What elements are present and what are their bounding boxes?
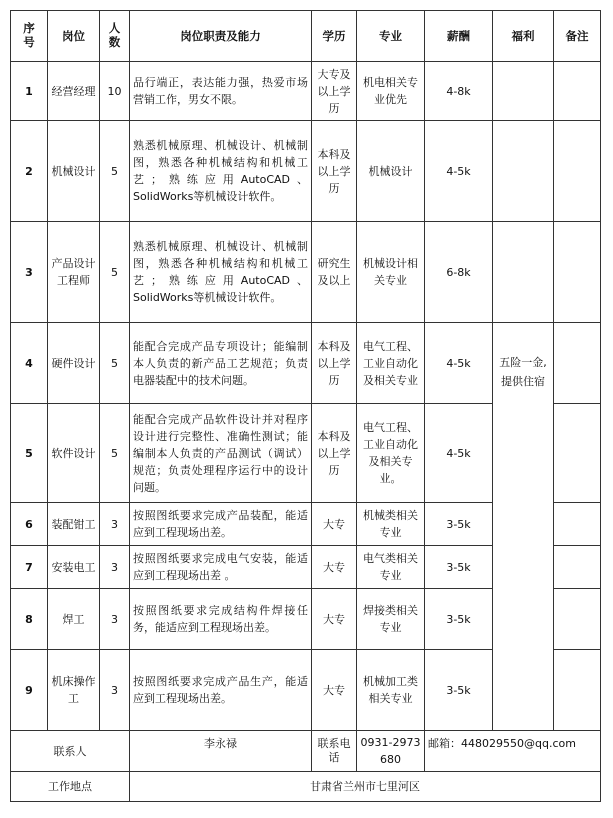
header-row [11, 11, 601, 62]
recruitment-table [10, 10, 601, 802]
row-duties: 能配合完成产品专项设计；能编制本人负责的新产品工艺规范；负责电器装配中的技术问题。 [130, 323, 312, 404]
row-salary: 4-5k [425, 323, 493, 404]
row-major: 机电相关专业优先 [357, 62, 425, 121]
row-seq: 1 [11, 62, 48, 121]
row-seq: 6 [11, 503, 48, 546]
workplace-value: 甘肃省兰州市七里河区 [130, 772, 601, 802]
welfare-cell-top [493, 121, 554, 222]
table-row [11, 62, 601, 121]
header-duties: 岗位职责及能力 [130, 11, 312, 62]
row-remarks [554, 323, 601, 404]
row-seq: 9 [11, 650, 48, 731]
row-seq: 7 [11, 546, 48, 589]
row-remarks [554, 404, 601, 503]
row-major: 电气工程、工业自动化及相关专业 [357, 323, 425, 404]
table-row [11, 222, 601, 323]
row-remarks [554, 503, 601, 546]
row-position: 装配钳工 [48, 503, 100, 546]
row-salary: 3-5k [425, 503, 493, 546]
contact-name: 李永禄 [130, 731, 312, 772]
row-seq: 4 [11, 323, 48, 404]
row-position: 经营经理 [48, 62, 100, 121]
welfare-cell-top [493, 222, 554, 323]
row-position: 安装电工 [48, 546, 100, 589]
workplace-row [11, 772, 601, 802]
row-duties: 按照图纸要求完成电气安装，能适应到工程现场出差 。 [130, 546, 312, 589]
row-count: 3 [100, 589, 130, 650]
header-major: 专业 [357, 11, 425, 62]
row-salary: 4-5k [425, 404, 493, 503]
row-count: 5 [100, 404, 130, 503]
workplace-label: 工作地点 [11, 772, 130, 802]
header-salary: 薪酬 [425, 11, 493, 62]
row-education: 本科及以上学历 [312, 404, 357, 503]
row-major: 电气工程、工业自动化及相关专业。 [357, 404, 425, 503]
row-salary: 6-8k [425, 222, 493, 323]
row-position: 机床操作工 [48, 650, 100, 731]
row-position: 机械设计 [48, 121, 100, 222]
welfare-cell-top [493, 62, 554, 121]
row-seq: 2 [11, 121, 48, 222]
row-education: 大专及以上学历 [312, 62, 357, 121]
row-duties: 品行端正，表达能力强，热爱市场营销工作，男女不限。 [130, 62, 312, 121]
row-major: 机械设计相关专业 [357, 222, 425, 323]
welfare-cell: 五险一金,提供住宿 [493, 323, 554, 731]
row-seq: 8 [11, 589, 48, 650]
row-remarks [554, 62, 601, 121]
row-count: 5 [100, 222, 130, 323]
row-major: 机械类相关专业 [357, 503, 425, 546]
table-row [11, 323, 601, 404]
row-remarks [554, 222, 601, 323]
row-education: 本科及以上学历 [312, 121, 357, 222]
row-duties: 熟悉机械原理、机械设计、机械制图，熟悉各种机械结构和机械工艺；熟练应用AutoCAD、SolidWorks等机械设计软件。 [130, 121, 312, 222]
contact-label: 联系人 [11, 731, 130, 772]
row-duties: 按照图纸要求完成结构件焊接任务，能适应到工程现场出差。 [130, 589, 312, 650]
header-welfare: 福利 [493, 11, 554, 62]
row-count: 3 [100, 650, 130, 731]
row-salary: 3-5k [425, 589, 493, 650]
row-salary: 3-5k [425, 546, 493, 589]
row-position: 产品设计工程师 [48, 222, 100, 323]
row-remarks [554, 589, 601, 650]
email-address: 邮箱：448029550@qq.com [425, 731, 601, 772]
row-count: 3 [100, 546, 130, 589]
row-remarks [554, 121, 601, 222]
row-major: 机械加工类相关专业 [357, 650, 425, 731]
row-count: 3 [100, 503, 130, 546]
row-duties: 按照图纸要求完成产品生产，能适应到工程现场出差。 [130, 650, 312, 731]
row-position: 硬件设计 [48, 323, 100, 404]
header-remarks: 备注 [554, 11, 601, 62]
phone-label: 联系电话 [312, 731, 357, 772]
row-count: 5 [100, 323, 130, 404]
row-seq: 3 [11, 222, 48, 323]
header-education: 学历 [312, 11, 357, 62]
row-education: 大专 [312, 503, 357, 546]
welfare-cell-bottom [554, 650, 601, 731]
row-duties: 熟悉机械原理、机械设计、机械制图，熟悉各种机械结构和机械工艺；熟练应用AutoCAD、SolidWorks等机械设计软件。 [130, 222, 312, 323]
phone-number: 0931-2973680 [357, 731, 425, 772]
row-salary: 4-5k [425, 121, 493, 222]
row-major: 电气类相关专业 [357, 546, 425, 589]
row-duties: 能配合完成产品软件设计并对程序设计进行完整性、准确性测试；能编制本人负责的产品测试（调试）规范；负责处理程序运行中的设计问题。 [130, 404, 312, 503]
header-position: 岗位 [48, 11, 100, 62]
row-count: 10 [100, 62, 130, 121]
row-position: 软件设计 [48, 404, 100, 503]
header-headcount: 人数 [100, 11, 130, 62]
row-seq: 5 [11, 404, 48, 503]
row-education: 大专 [312, 650, 357, 731]
row-education: 本科及以上学历 [312, 323, 357, 404]
row-major: 焊接类相关专业 [357, 589, 425, 650]
row-position: 焊工 [48, 589, 100, 650]
row-education: 大专 [312, 546, 357, 589]
header-seq: 序号 [11, 11, 48, 62]
contact-row [11, 731, 601, 772]
row-count: 5 [100, 121, 130, 222]
row-education: 研究生及以上 [312, 222, 357, 323]
row-education: 大专 [312, 589, 357, 650]
row-major: 机械设计 [357, 121, 425, 222]
row-remarks [554, 546, 601, 589]
row-salary: 4-8k [425, 62, 493, 121]
row-salary: 3-5k [425, 650, 493, 731]
table-row [11, 121, 601, 222]
row-duties: 按照图纸要求完成产品装配，能适应到工程现场出差。 [130, 503, 312, 546]
